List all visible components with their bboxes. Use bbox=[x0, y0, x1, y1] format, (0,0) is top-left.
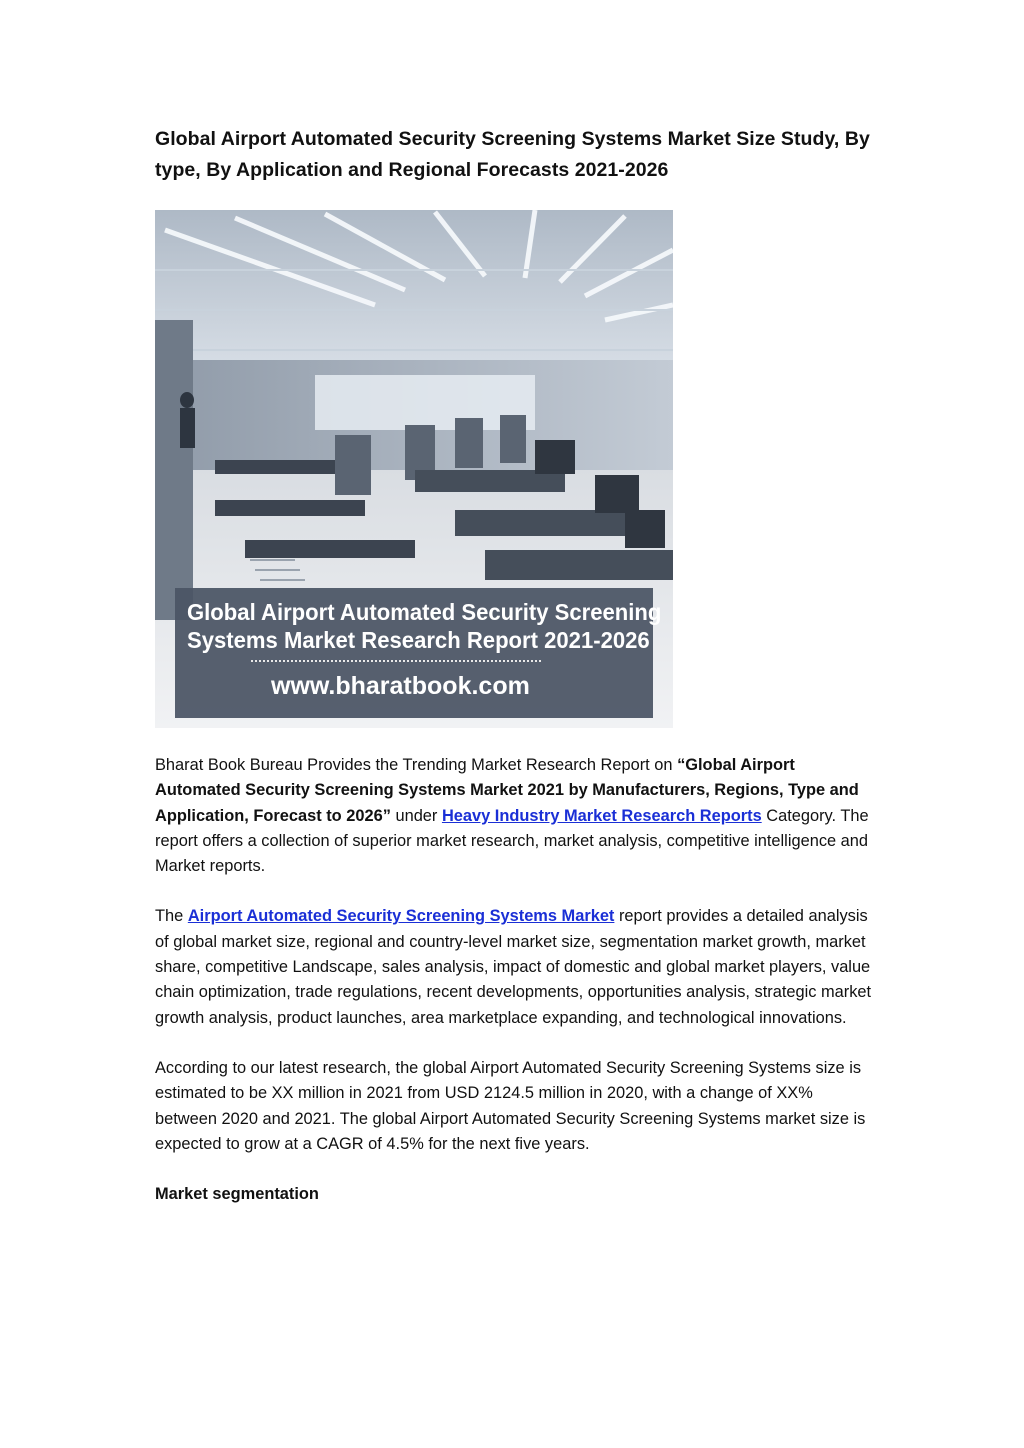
hero-banner-title-line1: Global Airport Automated Security Screening bbox=[187, 599, 662, 625]
hero-dotted-divider bbox=[251, 660, 541, 662]
market-segmentation-heading: Market segmentation bbox=[155, 1185, 319, 1204]
hero-banner bbox=[175, 588, 662, 718]
analysis-intro-text: The bbox=[155, 907, 188, 926]
market-report-link[interactable]: Airport Automated Security Screening Systems Market bbox=[187, 907, 615, 926]
page-title: Global Airport Automated Security Screening Systems Market Size Study, By type, By Application and Regional Forecasts 2021-2026 bbox=[155, 128, 870, 181]
hero-website-url: www.bharatbook.com bbox=[271, 672, 530, 700]
analysis-paragraph bbox=[155, 904, 875, 1030]
intro-paragraph bbox=[155, 753, 875, 879]
document-page bbox=[155, 124, 875, 1207]
research-paragraph: According to our latest research, the global Airport Automated Security Screening Systems size is estimated to be XX million in 2021 from USD 2124.5 million in 2020, with a change of XX% between 2020 and 2021. The global Airport Automated Security Screening Systems market size is expected to grow at a CAGR of 4.5% for the next five years. bbox=[155, 1058, 866, 1153]
report-title-bold: “Global Airport Automated Security Screening Systems Market 2021 by Manufacturers, Regions, Type and Application, Forecast to 2026” bbox=[155, 756, 859, 825]
hero-banner-title-line2: Systems Market Research Report 2021-2026 bbox=[187, 627, 650, 653]
heavy-industry-link[interactable]: Heavy Industry Market Research Reports bbox=[441, 806, 762, 825]
analysis-body-text: report provides a detailed analysis of global market size, regional and country-level market size, segmentation market growth, market share, competitive Landscape, sales analysis, impact of domestic and global market players, value chain optimization, trade regulations, recent developments, opportunities analysis, strategic market growth analysis, product launches, area marketplace expanding, and technological innovations. bbox=[155, 907, 872, 1027]
hero-image bbox=[155, 210, 673, 728]
under-text: under bbox=[390, 806, 442, 825]
intro-text: Bharat Book Bureau Provides the Trending Market Research Report on bbox=[155, 756, 678, 774]
intro-outro-text: Category. The report offers a collection of superior market research, market analysis, competitive intelligence and Market reports. bbox=[155, 806, 869, 876]
